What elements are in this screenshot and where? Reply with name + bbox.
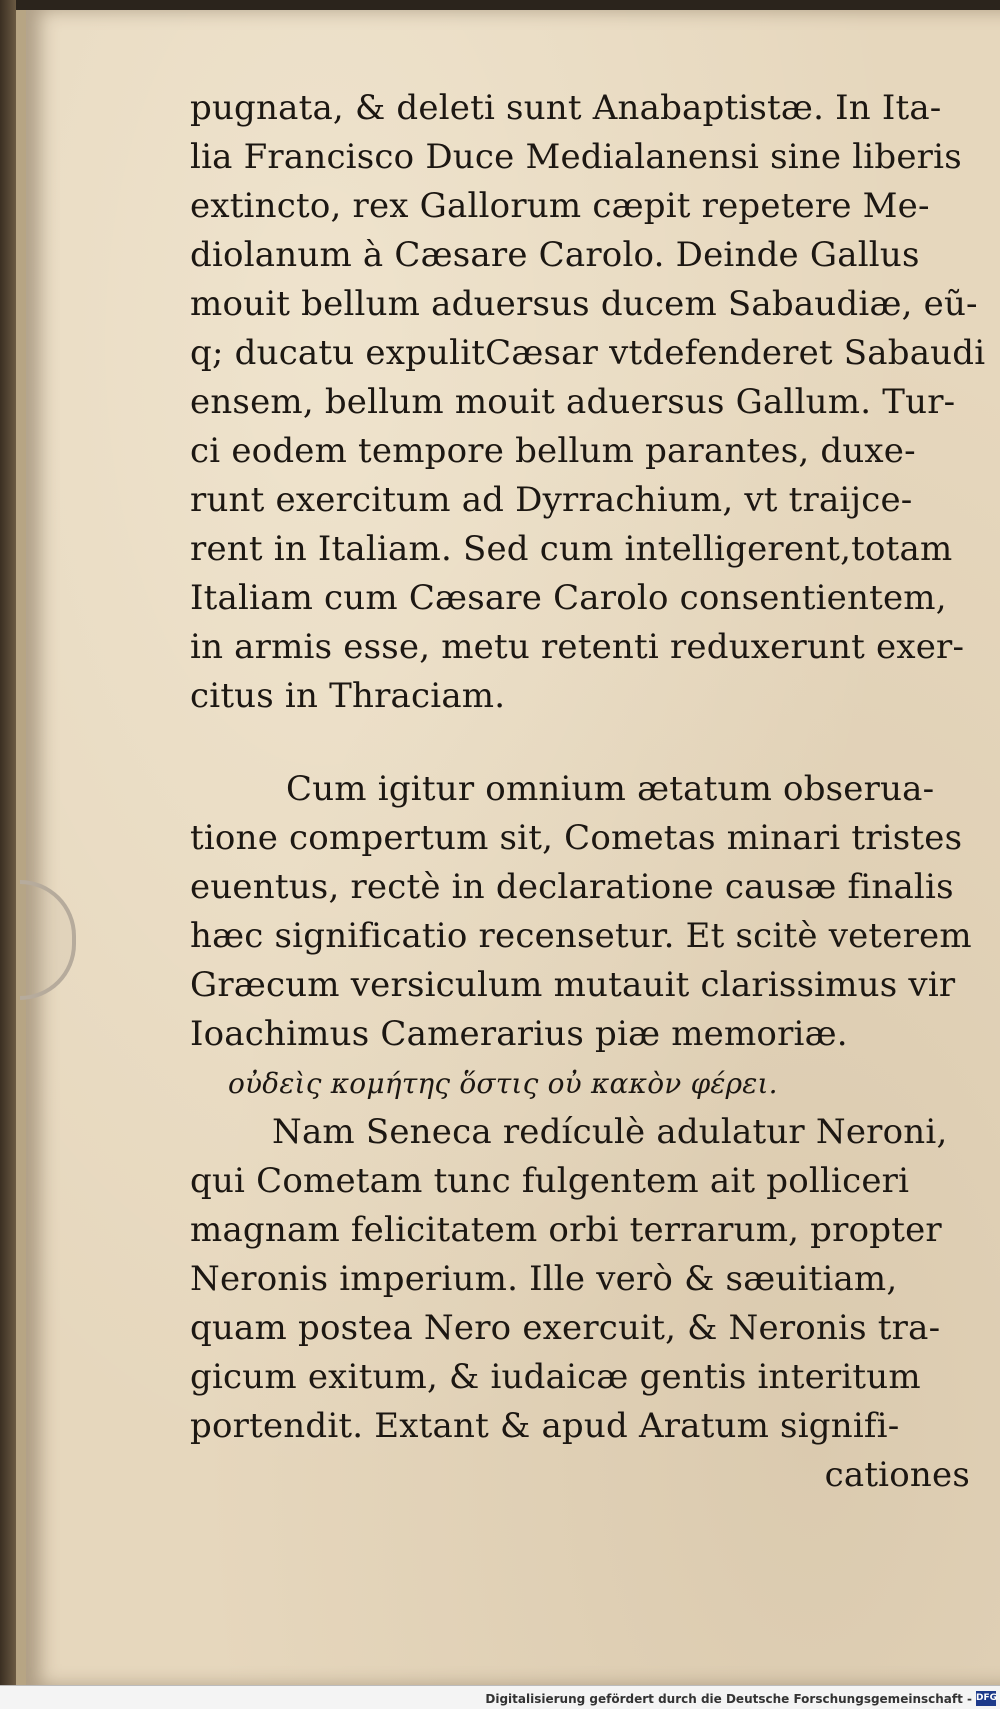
text-line: magnam felicitatem orbi terrarum, propter (190, 1210, 942, 1250)
paragraph-3 (190, 1108, 976, 1451)
text-line: in armis esse, metu retenti reduxerunt exer- (190, 627, 965, 667)
text-line: lia Francisco Duce Medialanensi sine liberis (190, 137, 962, 177)
text-line: diolanum à Cæsare Carolo. Deinde Gallus (190, 235, 920, 275)
book-gutter (0, 0, 16, 1709)
paragraph-2 (190, 765, 976, 1108)
text-line: pugnata, & deleti sunt Anabaptistæ. In Ita- (190, 88, 942, 128)
greek-verse: οὐδεὶς κομήτης ὅστις οὐ κακὸν φέρει. (228, 1067, 778, 1100)
text-line: extincto, rex Gallorum cæpit repetere Me- (190, 186, 930, 226)
page-clasp-mark (20, 880, 76, 1000)
text-line: Ioachimus Camerarius piæ memoriæ. (190, 1014, 848, 1054)
text-line: euentus, rectè in declaratione causæ finalis (190, 867, 954, 907)
text-line: quam postea Nero exercuit, & Neronis tra- (190, 1308, 941, 1348)
text-line: Nam Seneca redículè adulatur Neroni, (272, 1112, 948, 1152)
dfg-logo-icon: DFG (976, 1691, 996, 1706)
catchword: cationes (824, 1455, 970, 1495)
text-line: hæc significatio recensetur. Et scitè veterem (190, 916, 972, 956)
text-line: tione compertum sit, Cometas minari tristes (190, 818, 963, 858)
text-line: Græcum versiculum mutauit clarissimus vir (190, 965, 956, 1005)
text-line: qui Cometam tunc fulgentem ait polliceri (190, 1161, 910, 1201)
text-line: portendit. Extant & apud Aratum signifi- (190, 1406, 900, 1446)
text-line: mouit bellum aduersus ducem Sabaudiæ, eũ- (190, 284, 978, 324)
text-line: Neronis imperium. Ille verò & sæuitiam, (190, 1259, 898, 1299)
text-line: Italiam cum Cæsare Carolo consentientem, (190, 578, 947, 618)
text-line: rent in Italiam. Sed cum intelligerent,totam (190, 529, 953, 569)
digitization-credit: Digitalisierung gefördert durch die Deutsche Forschungsgemeinschaft - (485, 1692, 972, 1706)
footer-bar (0, 1685, 1000, 1709)
text-line: citus in Thraciam. (190, 676, 506, 716)
text-line: ci eodem tempore bellum parantes, duxe- (190, 431, 916, 471)
text-line: Cum igitur omnium ætatum obserua- (286, 769, 935, 809)
paragraph-spacer (190, 721, 976, 765)
text-line: q; ducatu expulitCæsar vtdefenderet Sabaudi (190, 333, 986, 373)
text-line: runt exercitum ad Dyrrachium, vt traijce- (190, 480, 913, 520)
text-line: ensem, bellum mouit aduersus Gallum. Tur- (190, 382, 956, 422)
page-text (190, 84, 986, 1500)
text-line: gicum exitum, & iudaicæ gentis interitum (190, 1357, 921, 1397)
paragraph-1 (190, 84, 986, 721)
